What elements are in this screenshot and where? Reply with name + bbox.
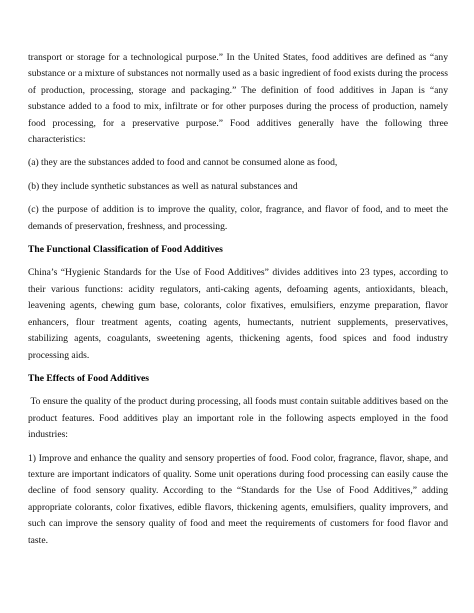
intro-paragraph: transport or storage for a technological purpose.” In the United States, food additives are defined as “any substance or a mixture of substances not normally used as a basic ingredient of food exists during the process of production, processing, storage and packaging.” The definition of food additives in Japan is “any substance added to a food to mix, infiltrate or for other purposes during the process of production, namely food processing, for a preservative purpose.” Food additives generally have the following three characteristics:: [28, 52, 448, 146]
document-body: [28, 50, 451, 556]
effects-intro-paragraph: To ensure the quality of the product during processing, all foods must contain suitable additives based on the product features. Food additives play an important role in the following aspects employed in the food industries:: [28, 396, 451, 441]
section-heading-effects: The Effects of Food Additives: [28, 372, 149, 384]
characteristic-b: (b) they include synthetic substances as well as natural substances and: [28, 180, 298, 192]
classification-paragraph: China’s “Hygienic Standards for the Use of Food Additives” divides additives into 23 types, according to their various functions: acidity regulators, anti-caking agents, defoaming agents, antioxidants, bleach, leavening agents, chewing gum base, colorants, color fixatives, emulsifiers, enzyme preparation, flavor enhancers, flour treatment agents, coating agents, humectants, nutrient supplements, preservatives, stabilizing agents, coagulants, sweetening agents, thickening agents, food spices and food industry processing aids.: [28, 267, 448, 361]
characteristic-c: (c) the purpose of addition is to improve the quality, color, fragrance, and flavor of food, and to meet the demands of preservation, freshness, and processing.: [28, 204, 448, 232]
characteristic-a: (a) they are the substances added to food and cannot be consumed alone as food,: [28, 157, 338, 169]
effects-point-1-paragraph: 1) Improve and enhance the quality and sensory properties of food. Food color, fragrance, flavor, shape, and texture are important indicators of quality. Some unit operations during food processing can easily cause the decline of food sensory quality. According to the “Standards for the Use of Food Additives,” adding appropriate colorants, color fixatives, edible flavors, thickening agents, emulsifiers, quality improvers, and such can improve the sensory quality of food and meet the requirements of customers for food flavor and taste.: [28, 452, 448, 546]
section-heading-classification: The Functional Classification of Food Additives: [28, 244, 223, 256]
